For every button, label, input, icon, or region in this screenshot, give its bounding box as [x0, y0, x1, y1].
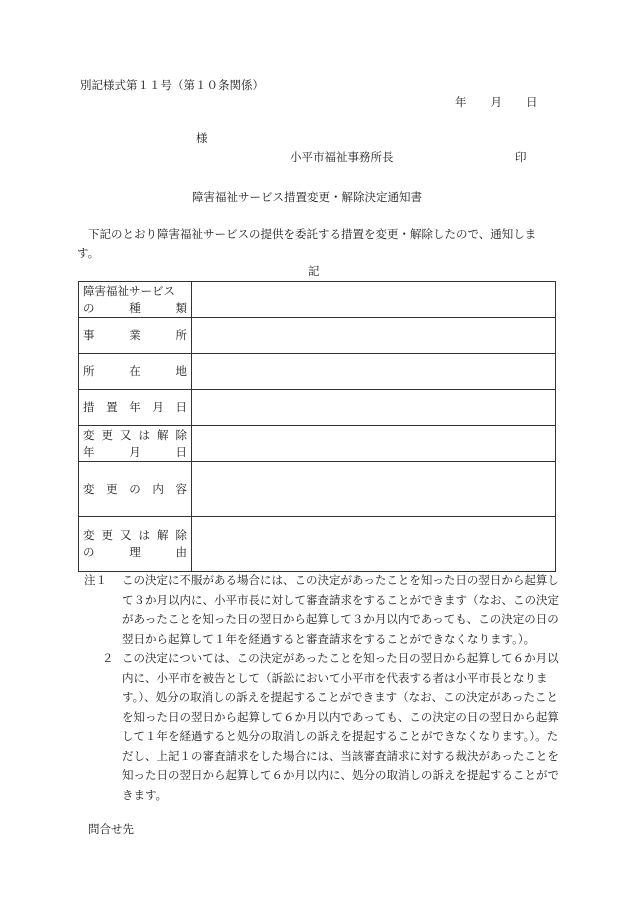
table-row	[79, 354, 556, 390]
info-table	[78, 281, 556, 572]
document-title: 障害福祉サービス措置変更・解除決定通知書	[192, 190, 422, 204]
row-label-line: 変 更 又 は 解 除	[83, 528, 187, 542]
row-value[interactable]	[192, 462, 556, 517]
row-label	[79, 318, 192, 354]
row-label	[79, 390, 192, 426]
note-number: ２	[102, 651, 114, 665]
row-label-line: 障害福祉サービス	[83, 283, 175, 298]
date-month: 月	[490, 95, 502, 109]
row-value[interactable]	[192, 426, 556, 462]
row-label-line: 年 月 日	[83, 444, 187, 459]
row-value[interactable]	[192, 354, 556, 390]
row-label-line: の 理 由	[83, 545, 187, 559]
row-value[interactable]	[192, 390, 556, 426]
row-label-line: 変 更 又 は 解 除	[83, 427, 187, 442]
table-row	[79, 426, 556, 462]
row-value[interactable]	[192, 517, 556, 572]
note-2	[84, 649, 564, 805]
note-text: この決定については、この決定があったことを知った日の翌日から起算して６か月以内に、小平市を被告として（訴訟において小平市を代表する者は小平市長となります。）、処分の取消しの訴えを提起することができます（なお、この決定があったことを知った日の翌日から起算して６か月以内であっても、この決定の日の翌日から起算して１年を経過すると処分の取消しの訴えを提起することができなくなります。）。ただし、上記１の審査請求をした場合には、当該審査請求に対する裁決があったことを知った日の翌日から起算して６か月以内に、処分の取消しの訴えを提起することができます。	[122, 651, 559, 802]
form-number: 別記様式第１１号（第１０条関係）	[80, 78, 264, 92]
row-label-line: 事 業 所	[83, 328, 187, 342]
row-label	[79, 426, 192, 462]
date-day: 日	[526, 95, 538, 109]
table-row	[79, 390, 556, 426]
notes	[84, 571, 564, 805]
note-number: 注１	[84, 573, 107, 587]
table-row	[79, 517, 556, 572]
table-row	[79, 462, 556, 517]
row-label-line: 措 置 年 月 日	[83, 400, 187, 414]
table-row	[79, 318, 556, 354]
seal-mark: 印	[515, 150, 527, 164]
ki-heading: 記	[308, 264, 320, 278]
body-text: 下記のとおり障害福祉サービスの提供を委託する措置を変更・解除したので、通知します。	[77, 227, 537, 260]
issuer: 小平市福祉事務所長	[290, 150, 394, 164]
note-1	[84, 571, 564, 649]
row-label-line: 変 更 の 内 容	[83, 481, 187, 496]
row-label	[79, 354, 192, 390]
row-label	[79, 462, 192, 517]
row-value[interactable]	[192, 318, 556, 354]
date-line	[455, 97, 538, 109]
addressee: 様	[196, 131, 208, 145]
row-label	[79, 282, 192, 318]
row-value[interactable]	[192, 282, 556, 318]
note-text: この決定に不服がある場合には、この決定があったことを知った日の翌日から起算して３か月以内に、小平市長に対して審査請求をすることができます（なお、この決定があったことを知った日の翌日から起算して３か月以内であっても、この決定の日の翌日から起算して１年を経過すると審査請求をすることができなくなります。）。	[122, 573, 559, 646]
contact-label: 問合せ先	[88, 822, 134, 836]
date-year: 年	[455, 95, 467, 109]
row-label	[79, 517, 192, 572]
table-row	[79, 282, 556, 318]
row-label-line: の 種 類	[83, 300, 187, 315]
row-label-line: 所 在 地	[83, 364, 187, 378]
